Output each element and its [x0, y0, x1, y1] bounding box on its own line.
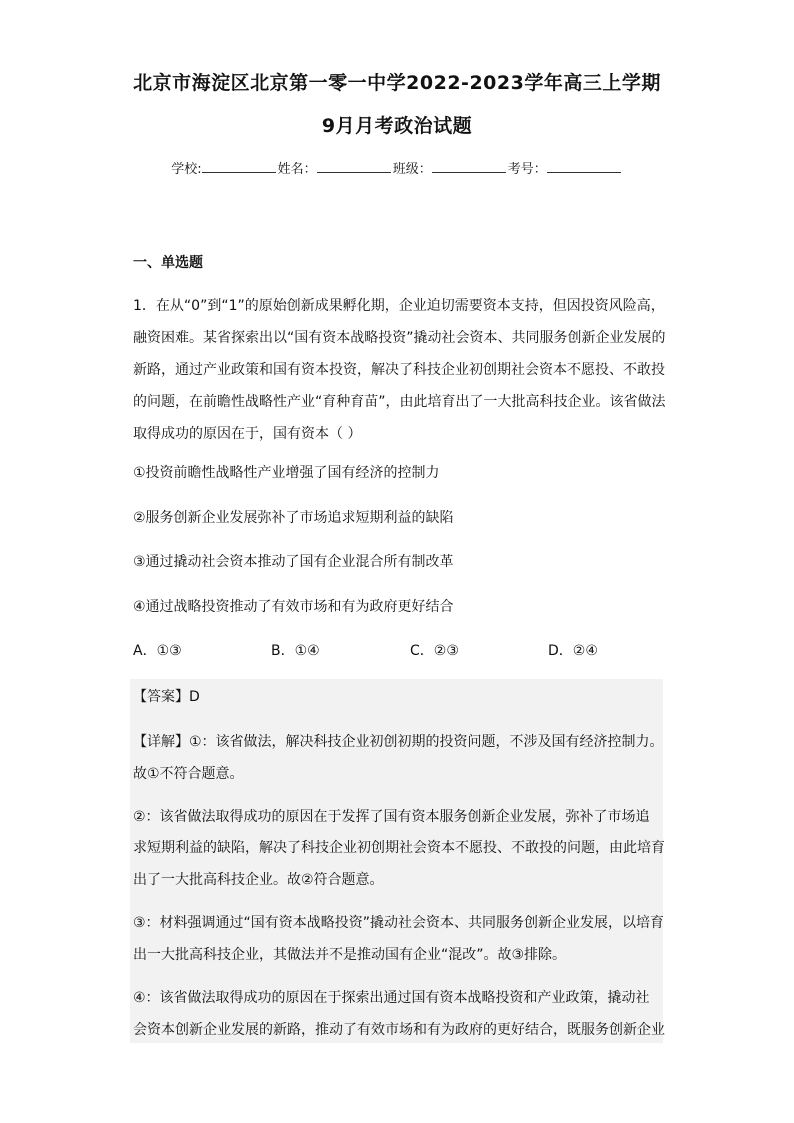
question-stem-line: 取得成功的原因在于，国有资本（ ）: [133, 426, 362, 442]
exam-title-line-2: 9月月考政治试题: [321, 115, 473, 137]
explanation-line: 出了一大批高科技企业。故②符合题意。: [133, 872, 384, 888]
question-stem-line: 的问题，在前瞻性战略性产业“育种育苗”，由此培育出了一大批高科技企业。该省做法: [133, 394, 666, 410]
school-blank: [202, 160, 276, 173]
question-stem-line: 新路，通过产业政策和国有资本投资，解决了科技企业初创期社会资本不愿投、不敢投: [133, 362, 665, 378]
name-blank: [317, 160, 391, 173]
explanation-line: 会资本创新企业发展的新路，推动了有效市场和有为政府的更好结合，既服务创新企业: [133, 1022, 665, 1038]
explanation-line: 出一大批高科技企业，其做法并不是推动国有企业“混改”。故③排除。: [133, 947, 567, 963]
name-label: 姓名：: [277, 162, 317, 177]
explanation-line: 求短期利益的缺陷，解决了科技企业初创期社会资本不愿投、不敢投的问题，由此培育: [133, 840, 665, 856]
statement-1: ①投资前瞻性战略性产业增强了国有经济的控制力: [133, 465, 440, 481]
number-blank: [547, 160, 621, 173]
explanation-line: 【详解】①：该省做法，解决科技企业初创初期的投资问题，不涉及国有经济控制力。: [133, 734, 664, 750]
statement-2: ②服务创新企业发展弥补了市场追求短期利益的缺陷: [133, 510, 454, 526]
statement-4: ④通过战略投资推动了有效市场和有为政府更好结合: [133, 599, 454, 615]
exam-title-line-1: 北京市海淀区北京第一零一中学2022-2023学年高三上学期: [133, 72, 661, 94]
number-label: 考号：: [507, 162, 547, 177]
explanation-line: ②：该省做法取得成功的原因在于发挥了国有资本服务创新企业发展，弥补了市场追: [133, 809, 650, 825]
explanation-line: 故①不符合题意。: [133, 766, 244, 782]
question-stem-line: 1．在从“0”到“1”的原始创新成果孵化期，企业迫切需要资本支持，但因投资风险高，: [133, 298, 665, 314]
answer-label: 【答案】D: [133, 689, 200, 705]
question-stem-line: 融资困难。某省探索出以“国有资本战略投资”撬动社会资本、共同服务创新企业发展的: [133, 330, 666, 346]
question-1-stem: [133, 290, 668, 450]
choice-d: D．②④: [548, 643, 598, 659]
class-label: 班级：: [392, 162, 432, 177]
explanation-line: ④：该省做法取得成功的原因在于探索出通过国有资本战略投资和产业政策，撬动社: [133, 990, 650, 1006]
student-info-row: [0, 158, 794, 177]
explanation-line: ③：材料强调通过“国有资本战略投资”撬动社会资本、共同服务创新企业发展，以培育: [133, 915, 665, 931]
statement-3: ③通过撬动社会资本推动了国有企业混合所有制改革: [133, 554, 454, 570]
class-blank: [432, 160, 506, 173]
section-title: 一、单选题: [133, 255, 203, 271]
choice-c: C．②③: [410, 643, 459, 659]
school-label: 学校:: [171, 162, 202, 177]
choice-a: A．①③: [133, 643, 182, 659]
choice-b: B．①④: [271, 643, 320, 659]
